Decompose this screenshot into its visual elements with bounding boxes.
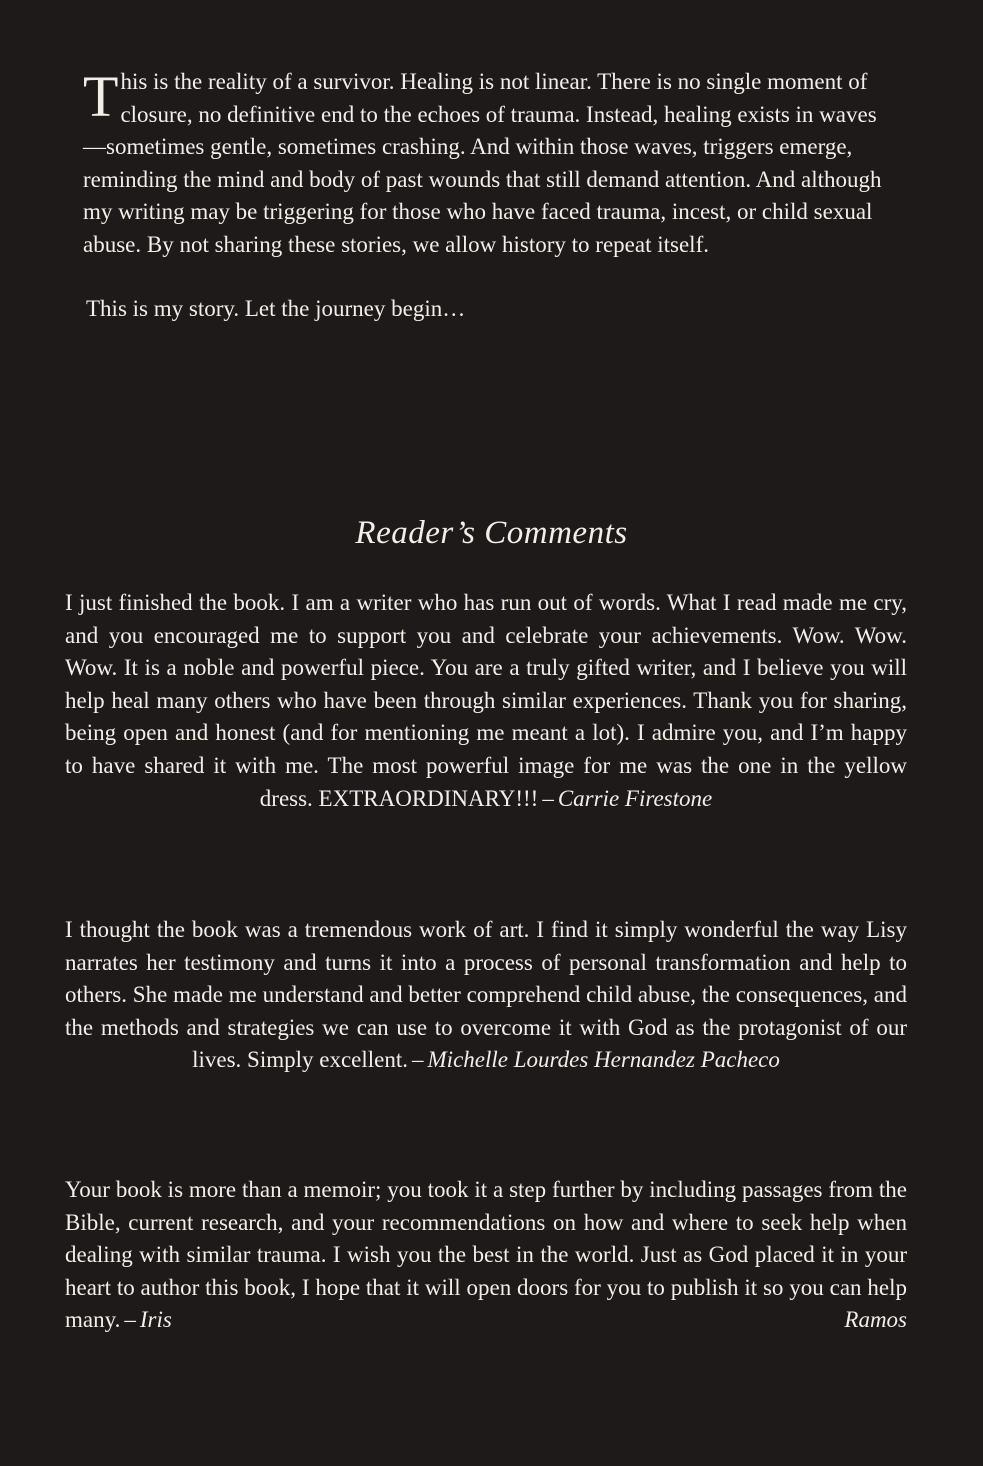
reader-comment: [65, 1174, 907, 1337]
comment-separator: –: [412, 1047, 424, 1073]
comment-text: I thought the book was a tremendous work of art. I find it simply wonderful the way Lisy narrates her testimony and turns it into a process of personal transformation and help to others. She made me understand and better comprehend child abuse, the consequences, and the methods and strategies we can use to overcome it with God as the protagonist of our lives. Simply excellent.: [65, 917, 907, 1073]
comment-text: I just finished the book. I am a writer who has run out of words. What I read made me cry, and you encouraged me to support you and celebrate your achievements. Wow. Wow. Wow. It is a noble and powerful piece. You are a truly gifted writer, and I believe you will help heal many others who have been through similar experiences. Thank you for sharing, being open and honest (and for mentioning me meant a lot). I admire you, and I’m happy to have shared it with me. The most powerful image for me was the one in the yellow dress. EXTRAORDINARY!!!: [65, 590, 907, 811]
comment-text: Your book is more than a memoir; you took it a step further by including passages from the Bible, current research, and your recommendations on how and where to seek help when dealing with similar trauma. I wish you the best in the world. Just as God placed it in your heart to author this book, I hope that it will open doors for you to publish it so you can help many.: [65, 1177, 907, 1333]
reader-comment: [65, 914, 907, 1077]
comment-separator: –: [124, 1307, 136, 1333]
intro-paragraph-text: his is the reality of a survivor. Healing is not linear. There is no single moment of closure, no definitive end to the echoes of trauma. Instead, healing exists in waves—sometimes gentle, sometimes crashing. And within those waves, triggers emerge, reminding the mind and body of past wounds that still demand attention. And although my writing may be triggering for those who have faced trauma, incest, or child sexual abuse. By not sharing these stories, we allow history to repeat itself.: [83, 69, 882, 257]
intro-section: [83, 66, 893, 326]
drop-cap: T: [83, 64, 119, 129]
comment-separator: –: [542, 785, 554, 811]
reader-comment: [65, 587, 907, 815]
comment-author: Iris Ramos: [139, 1307, 907, 1333]
section-title: Reader’s Comments: [355, 515, 628, 551]
comment-author: Carrie Firestone: [557, 785, 713, 811]
intro-closing-line: This is my story. Let the journey begin…: [86, 296, 466, 321]
comment-author: Michelle Lourdes Hernandez Pacheco: [427, 1047, 780, 1073]
intro-paragraph: [83, 66, 893, 261]
